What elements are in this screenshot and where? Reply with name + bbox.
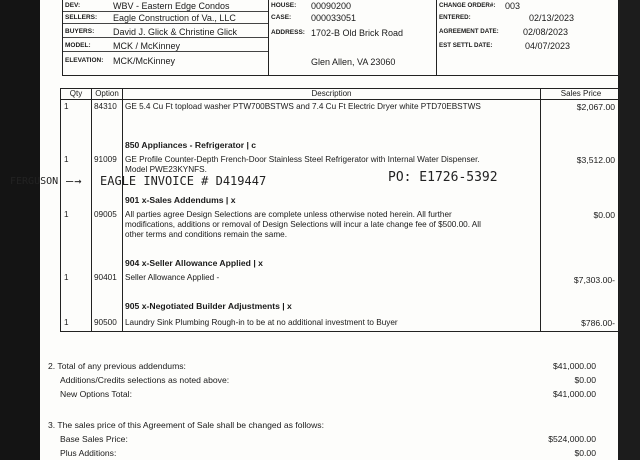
row-option: 91009	[94, 155, 117, 164]
row-price: $786.00-	[581, 318, 615, 328]
sales-price-change-label: 3. The sales price of this Agreement of Sale shall be changed as follows:	[48, 420, 324, 430]
row-qty: 1	[64, 210, 69, 219]
model-value: MCK / McKinney	[113, 41, 181, 51]
dev-label: DEV:	[65, 2, 81, 9]
row-option: 09005	[94, 210, 117, 219]
house-value: 00090200	[311, 1, 352, 11]
buyers-value: David J. Glick & Christine Glick	[113, 27, 238, 37]
change-order-label: CHANGE ORDER#:	[439, 2, 496, 9]
section-heading: 901 x-Sales Addendums | x	[125, 195, 236, 205]
row-qty: 1	[64, 273, 69, 282]
document-page	[10, 0, 618, 460]
header-info-table	[62, 0, 620, 76]
sellers-value: Eagle Construction of Va., LLC	[113, 13, 236, 23]
row-price: $2,067.00	[576, 102, 615, 112]
case-label: CASE:	[271, 14, 292, 21]
sellers-row	[63, 12, 268, 24]
agreement-date-value: 02/08/2023	[523, 27, 569, 37]
additions-credits-label: Additions/Credits selections as noted above:	[60, 375, 230, 385]
row-description: Seller Allowance Applied -	[125, 273, 220, 282]
elevation-value: MCK/McKinney	[113, 56, 176, 66]
model-label: MODEL:	[65, 42, 91, 49]
row-qty: 1	[64, 102, 69, 111]
address-line2: Glen Allen, VA 23060	[311, 57, 396, 67]
agreement-date-row	[437, 26, 621, 38]
handwritten-invoice-note: EAGLE INVOICE # D419447	[100, 174, 267, 188]
base-sales-price-label: Base Sales Price:	[60, 434, 128, 444]
row-qty: 1	[64, 318, 69, 327]
buyers-row	[63, 26, 268, 38]
base-sales-price-value: $524,000.00	[548, 434, 596, 444]
section-heading: 850 Appliances - Refrigerator | c	[125, 140, 257, 150]
options-table	[60, 88, 620, 332]
previous-addendums-label: 2. Total of any previous addendums:	[48, 361, 186, 371]
row-description: Laundry Sink Plumbing Rough-in to be at no additional investment to Buyer	[125, 318, 398, 327]
buyers-label: BUYERS:	[65, 28, 95, 35]
sales-price-header: Sales Price	[560, 89, 602, 98]
row-price: $0.00	[593, 210, 615, 220]
row-option: 90500	[94, 318, 117, 327]
address-line2-row	[269, 56, 436, 68]
agreement-date-label: AGREEMENT DATE:	[439, 28, 499, 35]
section-heading: 904 x-Seller Allowance Applied | x	[125, 258, 263, 268]
row-description: GE 5.4 Cu Ft topload washer PTW700BSTWS and 7.4 Cu Ft Electric Dryer white PTD70EBSTWS	[125, 102, 481, 111]
est-settl-date-label: EST SETTL DATE:	[439, 42, 493, 49]
new-options-total-label: New Options Total:	[60, 389, 132, 399]
change-order-row	[437, 0, 621, 12]
dev-value: WBV - Eastern Edge Condos	[113, 1, 230, 11]
header-right-column	[437, 0, 621, 76]
est-settl-date-row	[437, 40, 621, 52]
row-price: $7,303.00-	[573, 275, 615, 285]
section-heading: 905 x-Negotiated Builder Adjustments | x	[125, 301, 292, 311]
col-divider	[91, 89, 92, 331]
right-dark-border	[618, 0, 640, 460]
previous-addendums-value: $41,000.00	[552, 361, 596, 371]
entered-value: 02/13/2023	[529, 13, 575, 23]
change-order-value: 003	[505, 1, 521, 11]
row-description: GE Profile Counter-Depth French-Door Stainless Steel Refrigerator with Internal Water Dispenser. Model PWE23KYNFS.	[125, 155, 480, 174]
address-line1: 1702-B Old Brick Road	[311, 28, 404, 38]
additions-credits-value: $0.00	[574, 375, 596, 385]
sellers-label: SELLERS:	[65, 14, 98, 21]
elevation-label: ELEVATION:	[65, 57, 104, 64]
handwritten-arrow: —→	[66, 174, 83, 188]
address-label: ADDRESS:	[271, 29, 305, 36]
option-header: Option	[95, 89, 119, 98]
row-option: 84310	[94, 102, 117, 111]
address-row	[269, 27, 436, 39]
row-description: All parties agree Design Selections are complete unless otherwise noted herein. All further modifications, additions or removal of Design Selections will incur a late change fee of $500.00. All other terms and conditions remain the same.	[125, 210, 481, 239]
col-divider	[122, 89, 123, 331]
entered-label: ENTERED:	[439, 14, 471, 21]
left-dark-border	[0, 0, 40, 460]
description-header: Description	[311, 89, 352, 98]
handwritten-ferguson-note: FERGUSON	[10, 176, 59, 187]
col-divider	[540, 89, 541, 331]
model-row	[63, 40, 268, 52]
est-settl-date-value: 04/07/2023	[525, 41, 571, 51]
house-label: HOUSE:	[271, 2, 297, 9]
qty-header: Qty	[69, 89, 83, 98]
case-row	[269, 12, 436, 24]
plus-additions-value: $0.00	[574, 448, 596, 458]
elevation-row	[63, 55, 268, 67]
dev-row	[63, 0, 268, 12]
handwritten-po-note: PO: E1726-5392	[388, 170, 498, 185]
row-price: $3,512.00	[576, 155, 615, 165]
row-qty: 1	[64, 155, 69, 164]
row-option: 90401	[94, 273, 117, 282]
entered-row	[437, 12, 621, 24]
case-value: 000033051	[311, 13, 357, 23]
header-divider	[61, 99, 619, 100]
header-left-column	[63, 0, 269, 76]
house-row	[269, 0, 436, 12]
plus-additions-label: Plus Additions:	[60, 448, 117, 458]
header-middle-column	[269, 0, 437, 76]
new-options-total-value: $41,000.00	[552, 389, 596, 399]
